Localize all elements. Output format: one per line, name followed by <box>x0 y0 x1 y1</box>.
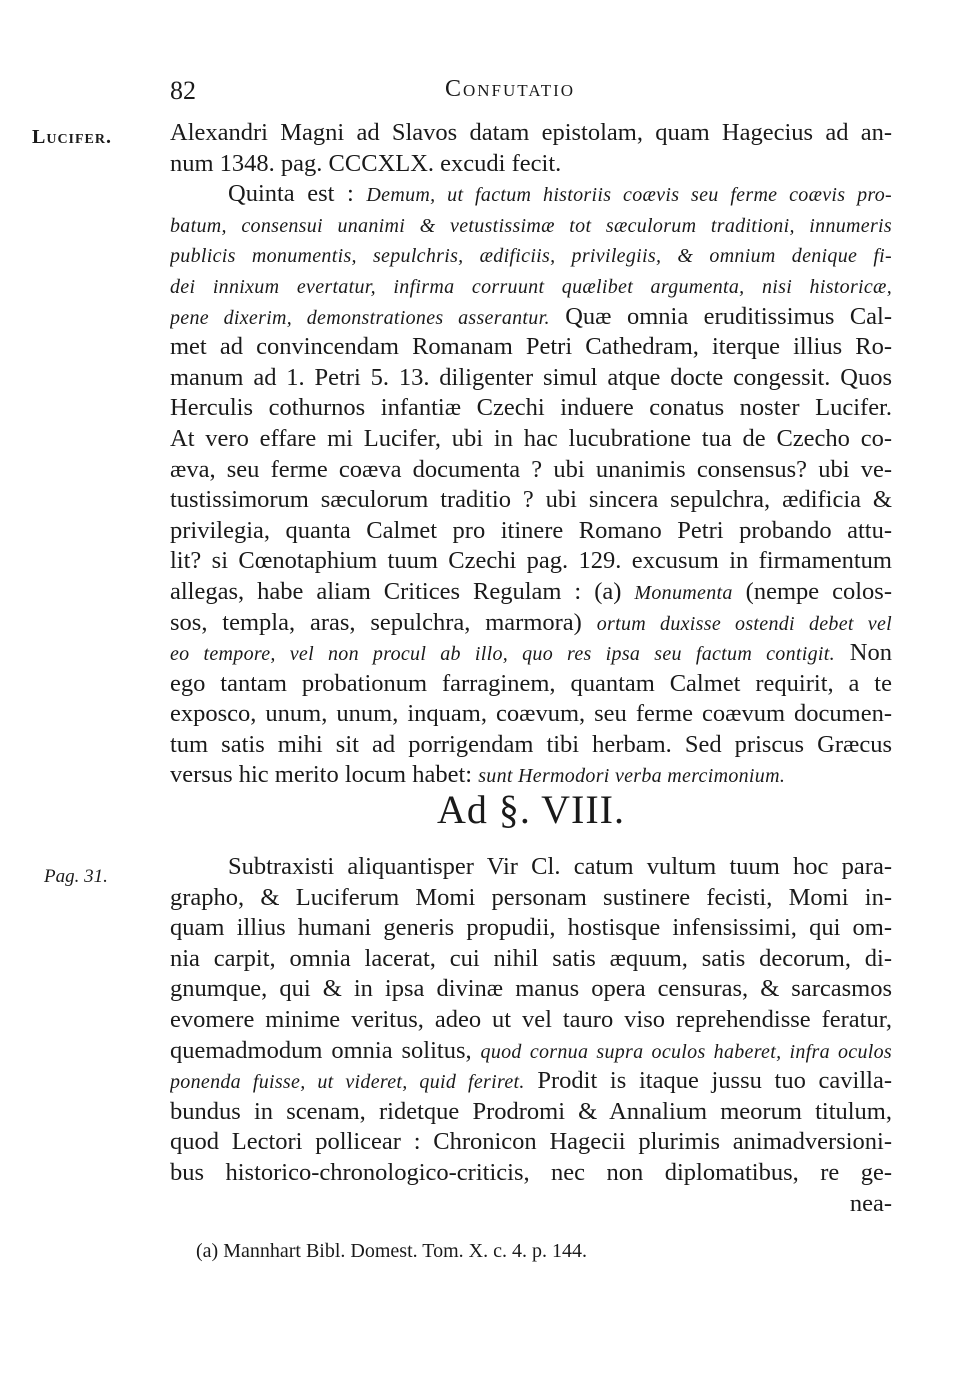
text-line: nia carpit, omnia lacerat, cui nihil satis æquum, satis decorum, di- <box>170 944 892 972</box>
running-head: Confutatio <box>445 76 576 102</box>
text-line: Quinta est : Demum, ut factum historiis coævis seu ferme coævis pro- <box>228 180 892 208</box>
text-line: manum ad 1. Petri 5. 13. diligenter simul atque docte congessit. Quos <box>170 363 892 391</box>
text-block-confutatio <box>170 118 892 791</box>
text-line: num 1348. pag. CCCXLX. excudi fecit. <box>170 149 562 177</box>
text-line: gnumque, qui & in ipsa divinæ manus opera censuras, & sarcasmos <box>170 975 892 1003</box>
margin-note-page-ref: Pag. 31. <box>44 866 108 887</box>
text-line: privilegia, quanta Calmet pro itinere Romano Petri probando attu- <box>170 516 892 544</box>
text-line: dei innixum evertatur, infirma corruunt quælibet argumenta, nisi historicæ, <box>170 275 892 298</box>
text-line: Herculis cothurnos infantiæ Czechi induere conatus noster Lucifer. <box>170 394 892 422</box>
text-line: pene dixerim, demonstrationes asserantur. Quæ omnia eruditissimus Cal- <box>170 302 892 330</box>
text-block-section-viii <box>170 852 892 1219</box>
text-line: exposco, unum, unum, inquam, coævum, seu ferme coævum documen- <box>170 700 892 728</box>
page-header <box>170 72 880 112</box>
text-line: ego tantam probationum farraginem, quantam Calmet requirit, a te <box>170 669 892 697</box>
text-line: allegas, habe aliam Critices Regulam : (a) Monumenta (nempe colos- <box>170 577 892 605</box>
text-line: bundus in scenam, ridetque Prodromi & Annalium meorum titulum, <box>170 1097 892 1125</box>
text-line: quod Lectori pollicear : Chronicon Hagecii plurimis animadversioni- <box>170 1128 892 1156</box>
text-line: eo tempore, vel non procul ab illo, quo res ipsa seu factum contigit. Non <box>170 639 892 667</box>
text-line: bus historico-chronologico-criticis, nec non diplomatibus, re ge- <box>170 1158 892 1186</box>
text-line: lit? si Cœnotaphium tuum Czechi pag. 129. excusum in firmamentum <box>170 547 892 575</box>
text-line: publicis monumentis, sepulchris, ædificiis, privilegiis, & omnium denique fi- <box>170 245 892 268</box>
text-line: æva, seu ferme coæva documenta ? ubi unanimis consensus? ubi ve- <box>170 455 892 483</box>
text-line: tustissimorum sæculorum traditio ? ubi sincera sepulchra, ædificia & <box>170 486 892 514</box>
text-line: quam illius humani generis propudii, hostisque infensissimi, qui om- <box>170 914 892 942</box>
text-line: sos, templa, aras, sepulchra, marmora) ortum duxisse ostendi debet vel <box>170 608 892 636</box>
text-line: evomere minime veritus, adeo ut vel tauro viso reprehendisse feratur, <box>170 1005 892 1033</box>
footnote: (a) Mannhart Bibl. Domest. Tom. X. c. 4. p. 144. <box>196 1240 587 1262</box>
text-line: batum, consensui unanimi & vetustissimæ tot sæculorum traditioni, innumeris <box>170 214 892 237</box>
text-line: quemadmodum omnia solitus, quod cornua supra oculos haberet, infra oculos <box>170 1036 892 1064</box>
text-line: tum satis mihi sit ad porrigendam tibi herbam. Sed priscus Græcus <box>170 730 892 758</box>
text-line: ponenda fuisse, ut videret, quid feriret. Prodit is itaque jussu tuo cavilla- <box>170 1067 892 1095</box>
page-number: 82 <box>170 76 196 105</box>
text-line: versus hic merito locum habet: sunt Hermodori verba mercimonium. <box>170 761 786 789</box>
text-line: grapho, & Luciferum Momi personam sustinere fecisti, Momi in- <box>170 883 892 911</box>
catchword: nea- <box>849 1189 892 1217</box>
text-line: Subtraxisti aliquantisper Vir Cl. catum vultum tuum hoc para- <box>228 853 892 880</box>
text-line: met ad convincendam Romanam Petri Cathedram, iterque illius Ro- <box>170 333 892 361</box>
margin-note-lucifer: Lucifer. <box>32 126 113 148</box>
text-line: At vero effare mi Lucifer, ubi in hac lucubratione tua de Czecho co- <box>170 424 892 452</box>
section-heading: Ad §. VIII. <box>436 787 625 832</box>
text-line: Alexandri Magni ad Slavos datam epistolam, quam Hagecius ad an- <box>170 119 892 146</box>
